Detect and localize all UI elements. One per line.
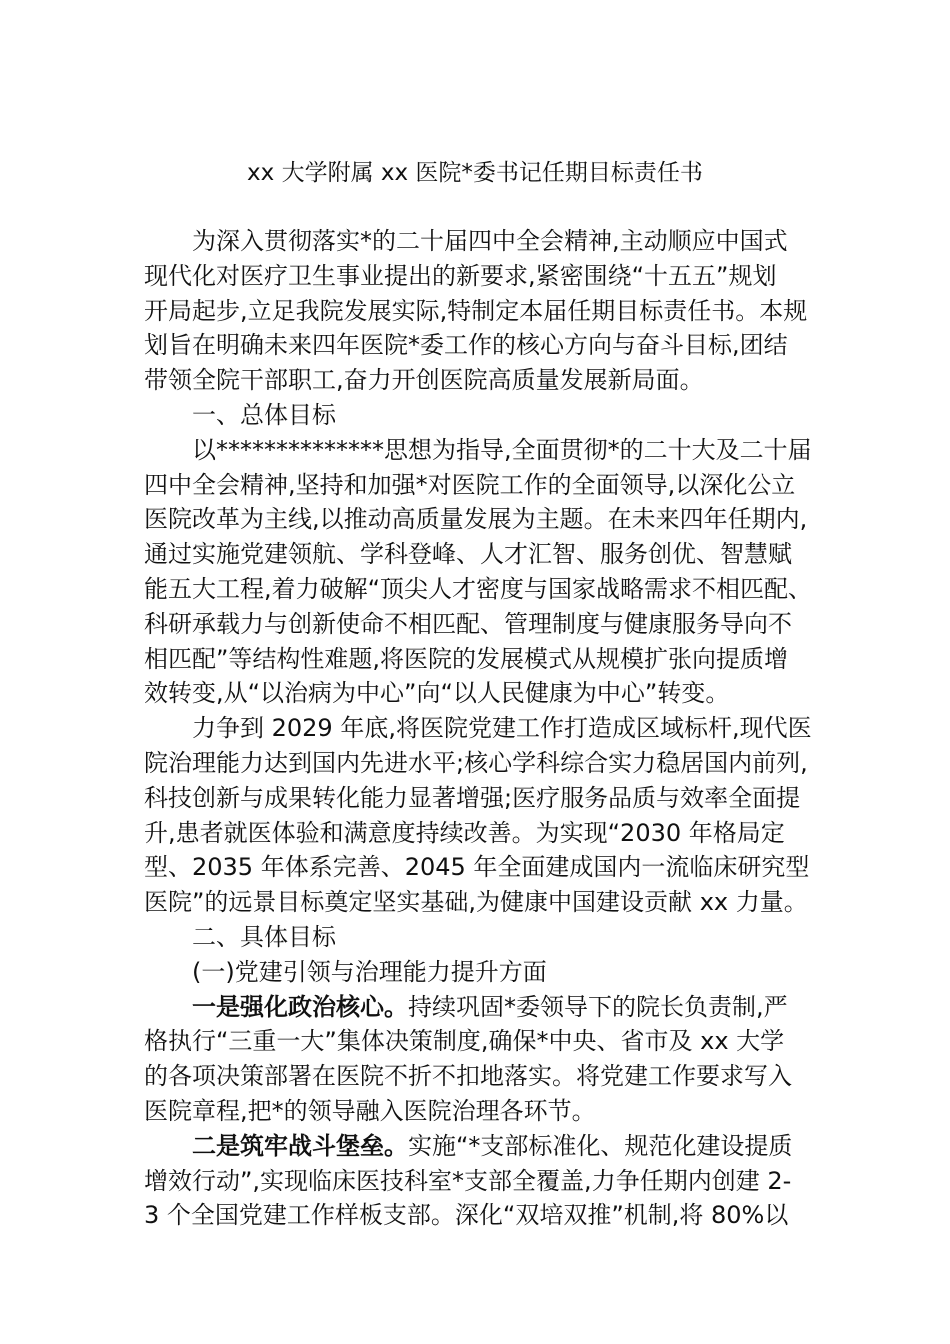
- text-line: [144, 920, 814, 955]
- line-text: 相匹配”等结构性难题,将医院的发展模式从规模扩张向提质增: [144, 644, 789, 673]
- line-text: 医院章程,把*的领导融入医院治理各环节。: [144, 1096, 596, 1125]
- line-text: 持续巩固*委领导下的院长负责制,严: [408, 992, 788, 1021]
- text-line: [144, 468, 814, 503]
- line-text: 能五大工程,着力破解“顶尖人才密度与国家战略需求不相匹配、: [144, 574, 813, 603]
- text-line: [144, 1094, 814, 1129]
- line-text: 通过实施党建领航、学科登峰、人才汇智、服务创优、智慧赋: [144, 540, 792, 569]
- text-line: [144, 537, 814, 572]
- text-line: [144, 955, 814, 990]
- text-line: [144, 502, 814, 537]
- line-text: 四中全会精神,坚持和加强*对医院工作的全面领导,以深化公立: [144, 470, 796, 499]
- line-text: 带领全院干部职工,奋力开创医院高质量发展新局面。: [144, 366, 704, 395]
- bold-lead-phrase: 二是筑牢战斗堡垒。: [192, 1131, 408, 1160]
- line-text: 开局起步,立足我院发展实际,特制定本届任期目标责任书。本规: [144, 296, 808, 325]
- line-text: 实施“*支部标准化、规范化建设提质: [408, 1131, 793, 1160]
- text-line: [144, 572, 814, 607]
- text-line: [144, 676, 814, 711]
- line-text: 医院改革为主线,以推动高质量发展为主题。在未来四年任期内,: [144, 505, 808, 534]
- line-text: 格执行“三重一大”集体决策制度,确保*中央、省市及 xx 大学: [144, 1027, 785, 1056]
- line-text: 的各项决策部署在医院不折不扣地落实。将党建工作要求写入: [144, 1062, 792, 1091]
- text-line: [144, 433, 814, 468]
- text-line: [144, 259, 814, 294]
- document-body: [144, 224, 814, 1233]
- document-title: xx 大学附属 xx 医院*委书记任期目标责任书: [247, 160, 703, 186]
- line-text: 以**************思想为指导,全面贯彻*的二十大及二十届: [192, 435, 812, 464]
- bold-lead-phrase: 一是强化政治核心。: [192, 992, 408, 1021]
- text-line: [144, 328, 814, 363]
- line-text: (一)党建引领与治理能力提升方面: [192, 957, 547, 986]
- line-text: 升,患者就医体验和满意度持续改善。为实现“2030 年格局定: [144, 818, 785, 847]
- text-line: [144, 816, 814, 851]
- text-line: [144, 850, 814, 885]
- text-line: [144, 398, 814, 433]
- line-text: 一、总体目标: [192, 400, 336, 429]
- line-text: 为深入贯彻落实*的二十届四中全会精神,主动顺应中国式: [192, 227, 788, 255]
- line-text: 医院”的远景目标奠定坚实基础,为健康中国建设贡献 xx 力量。: [144, 888, 808, 917]
- text-line: [144, 1024, 814, 1059]
- line-text: 力争到 2029 年底,将医院党建工作打造成区域标杆,现代医: [192, 714, 812, 743]
- line-text: 科技创新与成果转化能力显著增强;医疗服务品质与效率全面提: [144, 783, 801, 812]
- line-text: 二、具体目标: [192, 922, 336, 951]
- text-line: [144, 642, 814, 677]
- text-line: [144, 990, 814, 1025]
- text-line: [144, 711, 814, 746]
- text-line: [144, 607, 814, 642]
- text-line: [144, 1198, 814, 1233]
- text-line: [144, 781, 814, 816]
- text-line: [144, 1129, 814, 1164]
- text-line: [144, 746, 814, 781]
- text-line: [144, 1164, 814, 1199]
- line-text: 划旨在明确未来四年医院*委工作的核心方向与奋斗目标,团结: [144, 331, 788, 360]
- text-line: [144, 1059, 814, 1094]
- line-text: 院治理能力达到国内先进水平;核心学科综合实力稳居国内前列,: [144, 748, 808, 777]
- line-text: 增效行动”,实现临床医技科室*支部全覆盖,力争任期内创建 2-: [144, 1166, 792, 1195]
- line-text: 型、2035 年体系完善、2045 年全面建成国内一流临床研究型: [144, 853, 810, 882]
- line-text: 科研承载力与创新使命不相匹配、管理制度与健康服务导向不: [144, 609, 792, 638]
- text-line: [144, 294, 814, 329]
- line-text: 效转变,从“以治病为中心”向“以人民健康为中心”转变。: [144, 679, 730, 708]
- text-line: [144, 224, 814, 259]
- line-text: 3 个全国党建工作样板支部。深化“双培双推”机制,将 80%以: [144, 1201, 789, 1230]
- text-line: [144, 885, 814, 920]
- text-line: [144, 363, 814, 398]
- line-text: 现代化对医疗卫生事业提出的新要求,紧密围绕“十五五”规划: [144, 261, 777, 290]
